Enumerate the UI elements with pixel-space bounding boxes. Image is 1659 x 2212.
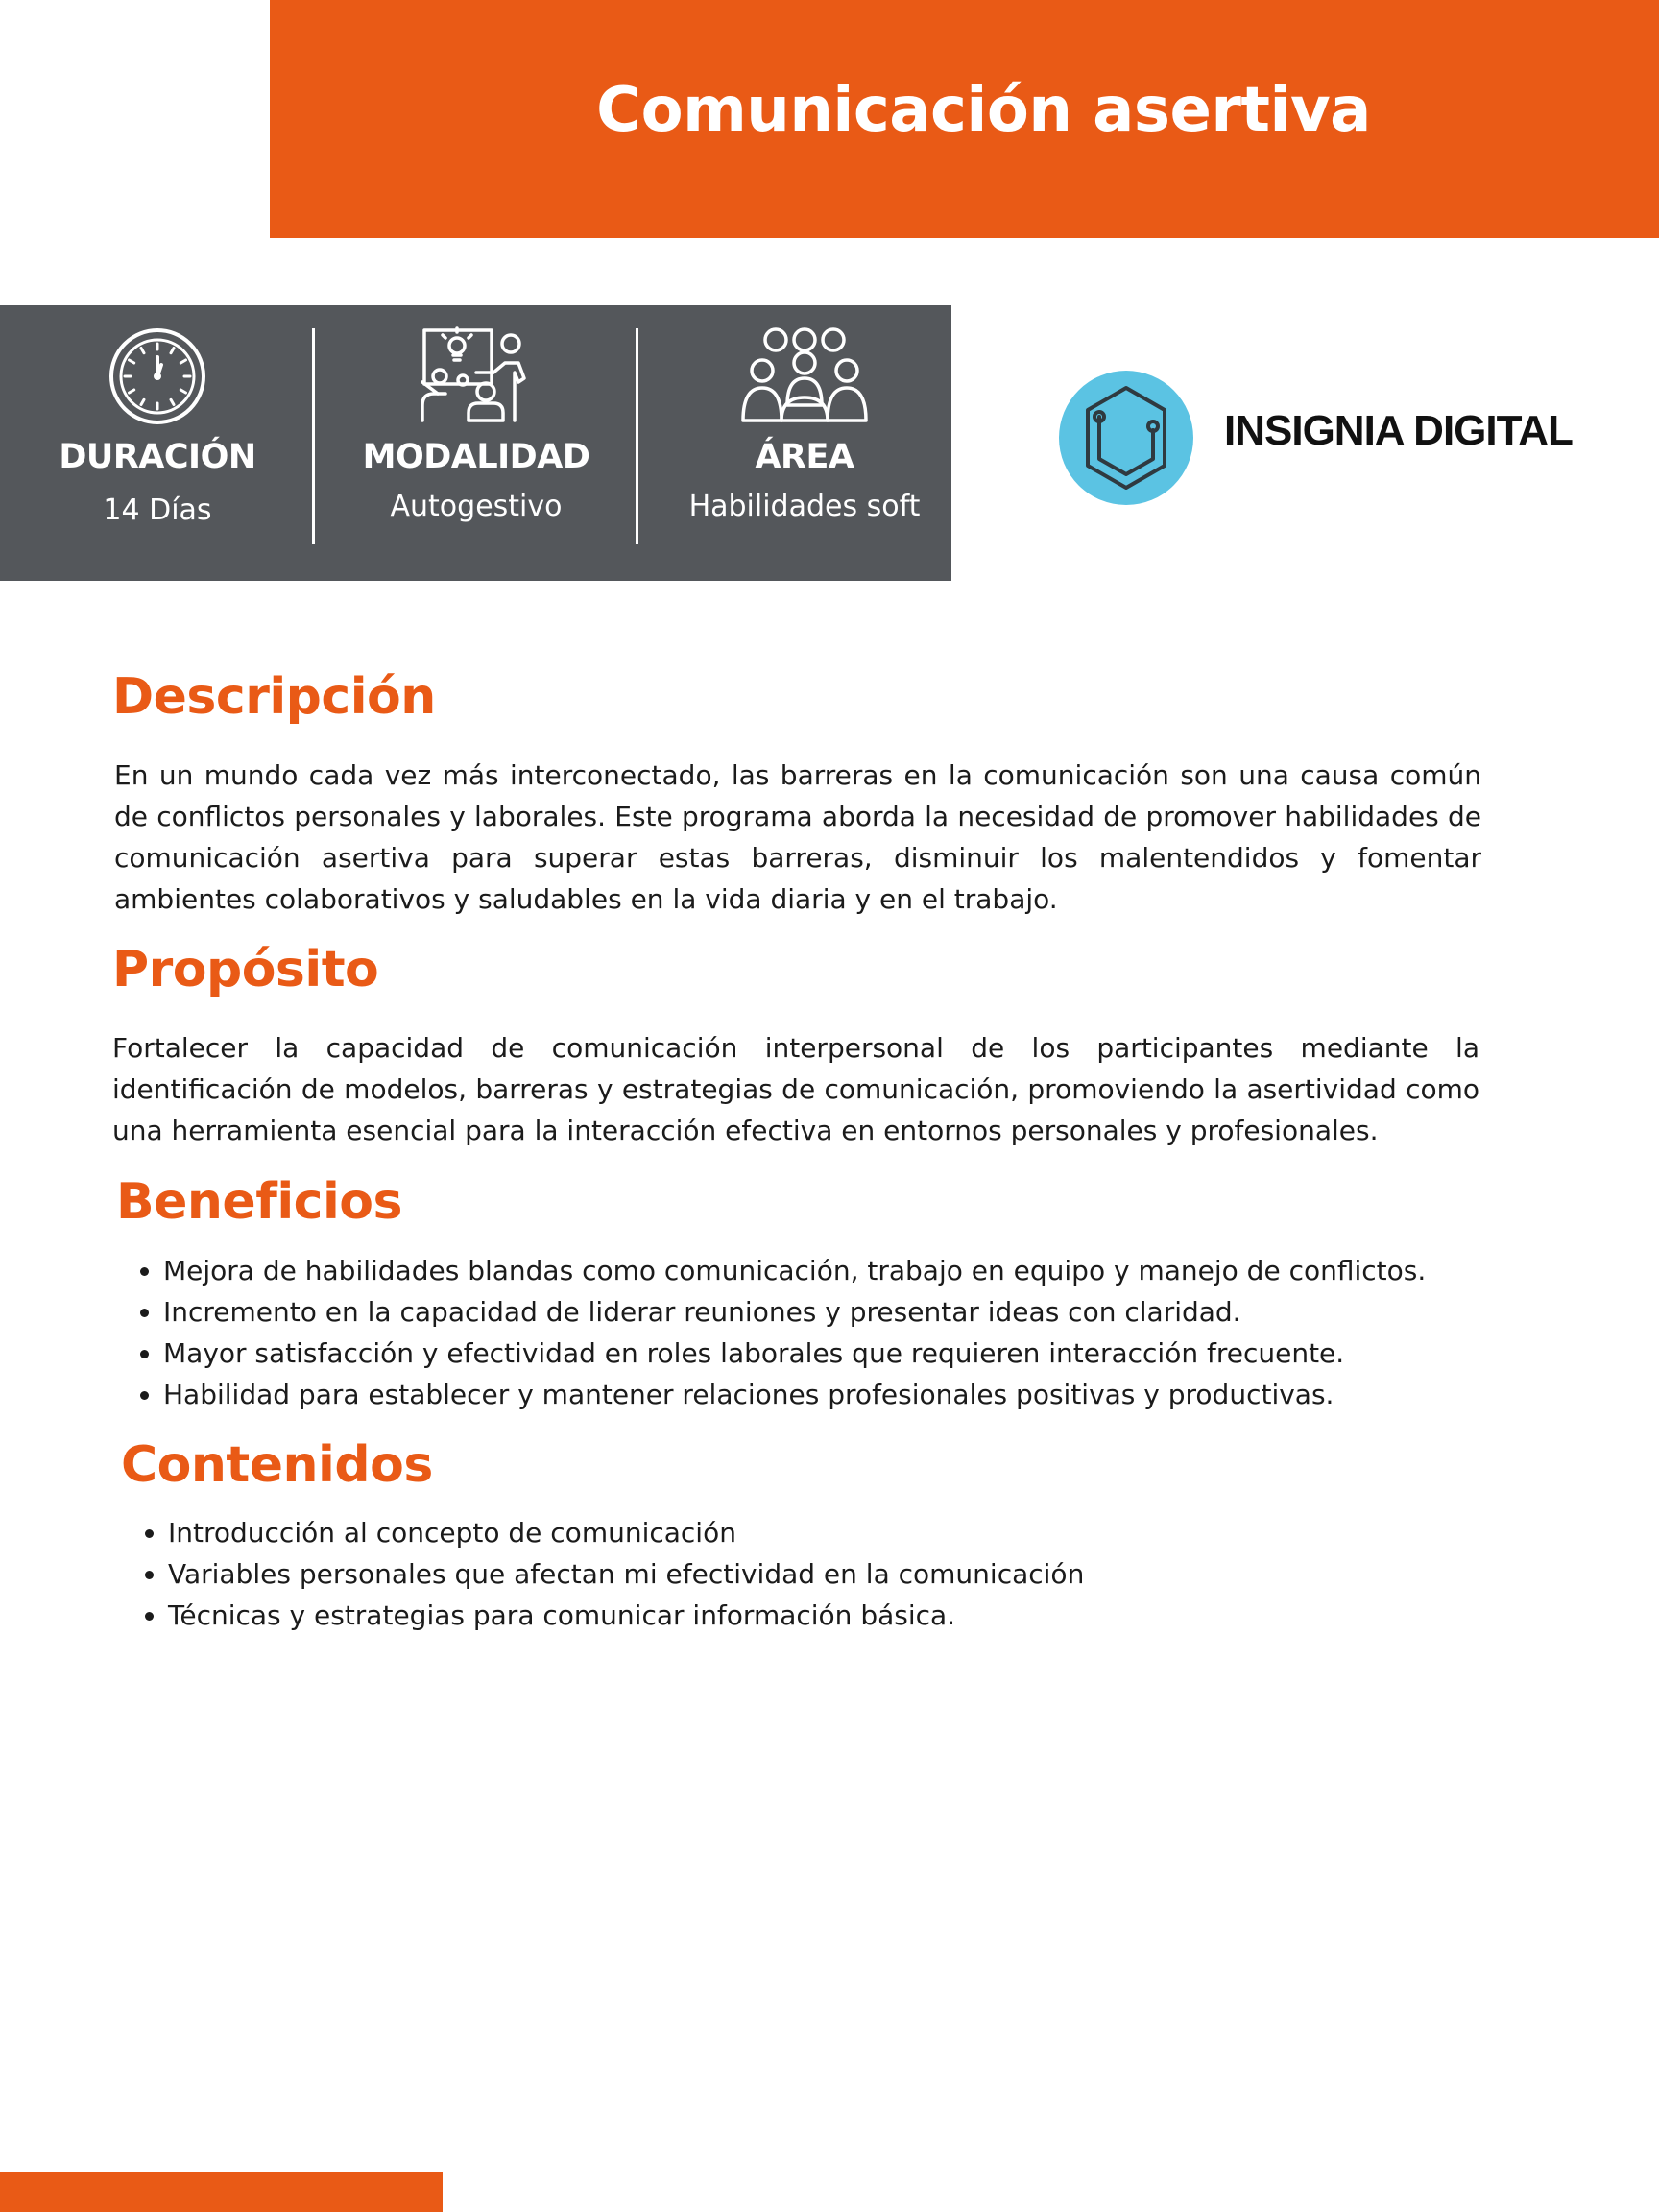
clock-icon — [108, 326, 207, 430]
course-info-panel — [0, 305, 951, 581]
modality-value: Autogestivo — [390, 490, 563, 523]
list-item: • Variables personales que afectan mi efectividad en la comunicación — [168, 1553, 1084, 1595]
info-modality — [315, 305, 637, 581]
hexagon-circuit-icon — [1059, 371, 1193, 505]
section-heading-contenidos: Contenidos — [121, 1436, 433, 1494]
list-item: • Introducción al concepto de comunicación — [168, 1512, 1084, 1553]
footer-bar — [0, 2172, 443, 2212]
info-area — [638, 305, 971, 581]
section-heading-beneficios: Beneficios — [116, 1173, 402, 1231]
duration-value: 14 Días — [103, 493, 212, 527]
modality-label: MODALIDAD — [362, 438, 590, 476]
section-heading-proposito: Propósito — [112, 941, 379, 998]
descripcion-text: En un mundo cada vez más interconectado, las barreras en la comunicación son una causa común de conflictos personales y laborales. Este programa aborda la necesidad de promover habilidades de comunicación asertiva para superar estas barreras, disminuir los malentendidos y fomentar ambientes colaborativos y saludables en la vida diaria y en el trabajo. — [114, 759, 1481, 915]
badge-circle — [1059, 371, 1193, 505]
duration-label: DURACIÓN — [59, 438, 256, 476]
contenidos-list — [120, 1512, 1084, 1636]
info-duration — [0, 305, 315, 581]
presentation-icon — [419, 325, 534, 432]
group-icon — [741, 325, 868, 428]
proposito-text: Fortalecer la capacidad de comunicación interpersonal de los participantes mediante la identificación de modelos, barreras y estrategias de comunicación, promoviendo la asertividad como una herramienta esencial para la interacción efectiva en entornos personales y profesionales. — [112, 1032, 1479, 1146]
area-label: ÁREA — [755, 438, 854, 476]
badge-label: INSIGNIA DIGITAL — [1224, 407, 1573, 454]
area-value: Habilidades soft — [688, 490, 921, 523]
list-item: • Mayor satisfacción y efectividad en roles laborales que requieren interacción frecuente. — [163, 1333, 1426, 1374]
header-bar — [270, 0, 1659, 238]
list-item: • Mejora de habilidades blandas como comunicación, trabajo en equipo y manejo de conflictos. — [163, 1250, 1426, 1291]
list-item: • Incremento en la capacidad de liderar reuniones y presentar ideas con claridad. — [163, 1291, 1426, 1333]
beneficios-list — [115, 1250, 1426, 1415]
section-heading-descripcion: Descripción — [112, 668, 436, 726]
list-item: • Habilidad para establecer y mantener relaciones profesionales positivas y productivas. — [163, 1374, 1426, 1415]
list-item: • Técnicas y estrategias para comunicar información básica. — [168, 1595, 1084, 1636]
page-title: Comunicación asertiva — [596, 75, 1371, 146]
